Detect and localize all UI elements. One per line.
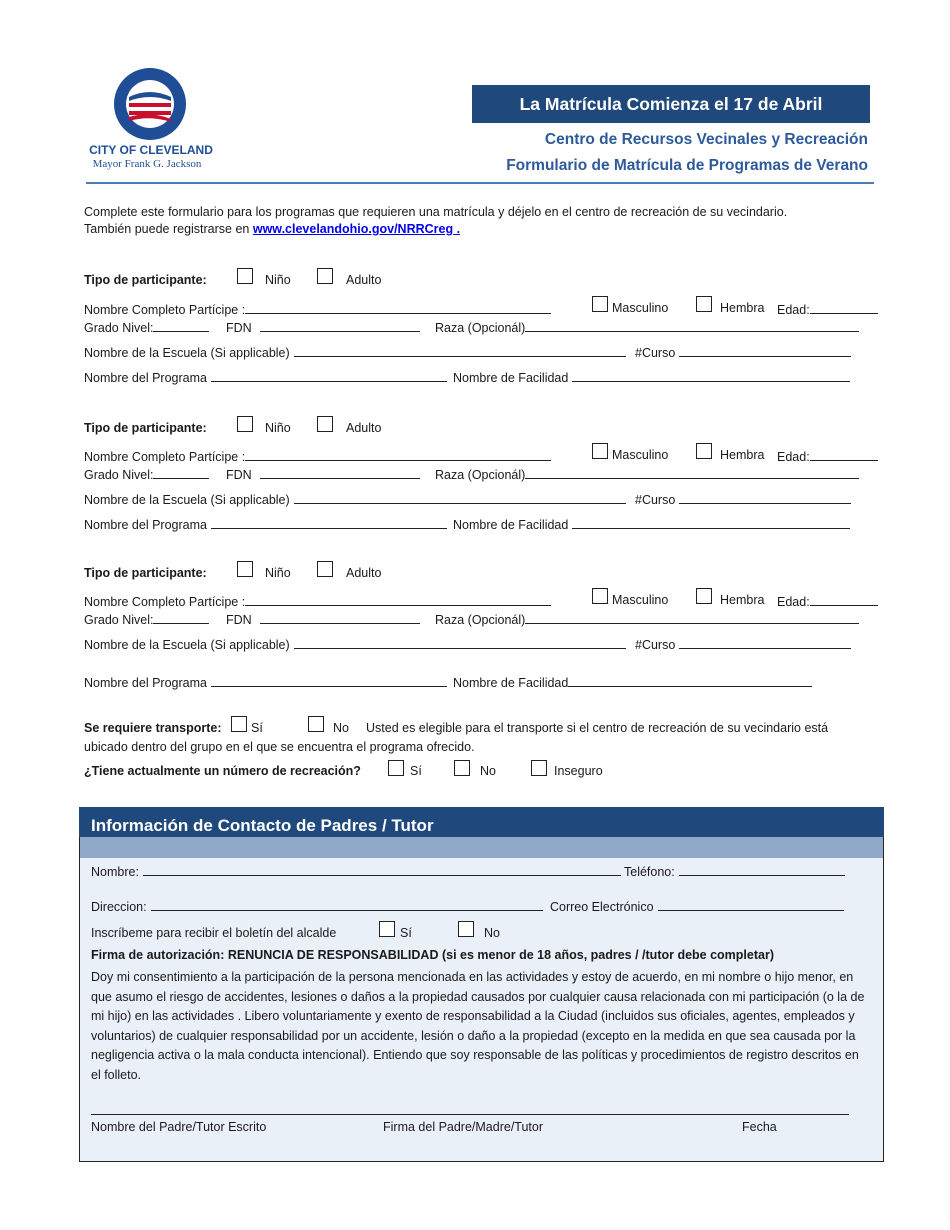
transport-yes-label: Sí xyxy=(251,721,263,735)
parent-name-row[interactable] xyxy=(91,863,621,879)
dob-field[interactable] xyxy=(260,611,420,624)
course-row[interactable] xyxy=(635,491,851,507)
program-field[interactable] xyxy=(211,369,447,382)
male-checkbox[interactable] xyxy=(592,443,608,459)
rec-number-no-label: No xyxy=(480,764,496,778)
age-field[interactable] xyxy=(810,301,878,314)
newsletter-label: Inscríbeme para recibir el boletín del alcalde xyxy=(91,926,337,940)
male-label: Masculino xyxy=(612,593,669,607)
phone-field[interactable] xyxy=(679,863,845,876)
school-field[interactable] xyxy=(294,636,626,649)
course-label: #Curso xyxy=(635,493,676,507)
grade-field[interactable] xyxy=(153,611,209,624)
participant-type-label: Tipo de participante: xyxy=(84,566,207,580)
transport-no-label: No xyxy=(333,721,349,735)
course-field[interactable] xyxy=(679,491,851,504)
course-label: #Curso xyxy=(635,638,676,652)
course-row[interactable] xyxy=(635,636,851,652)
race-label: Raza (Opcionál) xyxy=(435,468,526,482)
dob-label: FDN xyxy=(226,613,252,627)
school-field[interactable] xyxy=(294,344,626,357)
dob-row[interactable] xyxy=(226,319,420,335)
transport-no-checkbox[interactable] xyxy=(308,716,324,732)
header-subtitle-form: Formulario de Matrícula de Programas de Verano xyxy=(506,157,868,174)
participant-type-label: Tipo de participante: xyxy=(84,273,207,287)
full-name-field[interactable] xyxy=(245,448,551,461)
registration-link[interactable]: www.clevelandohio.gov/NRRCreg xyxy=(252,222,454,236)
school-label: Nombre de la Escuela (Si applicable) xyxy=(84,493,290,507)
program-row[interactable] xyxy=(84,674,447,690)
full-name-row[interactable] xyxy=(84,448,551,464)
grade-field[interactable] xyxy=(153,319,209,332)
age-row[interactable] xyxy=(777,301,878,317)
age-row[interactable] xyxy=(777,593,878,609)
course-row[interactable] xyxy=(635,344,851,360)
rec-number-yes-label: Sí xyxy=(410,764,422,778)
course-field[interactable] xyxy=(679,344,851,357)
race-row[interactable] xyxy=(435,319,859,335)
printed-name-label: Nombre del Padre/Tutor Escrito xyxy=(91,1120,267,1134)
school-row[interactable] xyxy=(84,491,626,507)
parent-name-label: Nombre: xyxy=(91,865,139,879)
transport-note-2: ubicado dentro del grupo en el que se encuentra el programa ofrecido. xyxy=(84,740,475,754)
facility-label: Nombre de Facilidad xyxy=(453,676,569,690)
facility-label: Nombre de Facilidad xyxy=(453,371,569,385)
school-row[interactable] xyxy=(84,636,626,652)
link-tail: . xyxy=(453,222,461,236)
race-field[interactable] xyxy=(525,466,859,479)
logo-city-name: CITY OF CLEVELAND xyxy=(89,143,213,157)
female-checkbox[interactable] xyxy=(696,588,712,604)
full-name-row[interactable] xyxy=(84,593,551,609)
newsletter-no-label: No xyxy=(484,926,500,940)
age-label: Edad: xyxy=(777,303,810,317)
age-label: Edad: xyxy=(777,450,810,464)
full-name-label: Nombre Completo Partícipe : xyxy=(84,595,246,609)
adult-checkbox[interactable] xyxy=(317,561,333,577)
program-field[interactable] xyxy=(211,674,447,687)
adult-checkbox[interactable] xyxy=(317,416,333,432)
male-checkbox[interactable] xyxy=(592,588,608,604)
address-label: Direccion: xyxy=(91,900,147,914)
dob-row[interactable] xyxy=(226,466,420,482)
age-field[interactable] xyxy=(810,448,878,461)
program-field[interactable] xyxy=(211,516,447,529)
male-label: Masculino xyxy=(612,448,669,462)
logo-mayor-name: Mayor Frank G. Jackson xyxy=(92,158,202,170)
age-label: Edad: xyxy=(777,595,810,609)
dob-field[interactable] xyxy=(260,466,420,479)
city-logo xyxy=(86,62,216,174)
child-label: Niño xyxy=(265,421,291,435)
race-field[interactable] xyxy=(525,611,859,624)
female-label: Hembra xyxy=(720,301,765,315)
grade-row[interactable] xyxy=(84,466,209,482)
race-field[interactable] xyxy=(525,319,859,332)
female-label: Hembra xyxy=(720,448,765,462)
female-checkbox[interactable] xyxy=(696,443,712,459)
full-name-row[interactable] xyxy=(84,301,551,317)
email-label: Correo Electrónico xyxy=(550,900,654,914)
newsletter-yes-checkbox[interactable] xyxy=(379,921,395,937)
school-row[interactable] xyxy=(84,344,626,360)
male-label: Masculino xyxy=(612,301,669,315)
program-row[interactable] xyxy=(84,516,447,532)
parent-contact-title: Información de Contacto de Padres / Tutor xyxy=(79,807,884,837)
newsletter-yes-label: Sí xyxy=(400,926,412,940)
facility-field[interactable] xyxy=(572,369,850,382)
waiver-title: Firma de autorización: RENUNCIA DE RESPONSABILIDAD (si es menor de 18 años, padres / /tutor debe completar) xyxy=(91,948,775,962)
program-row[interactable] xyxy=(84,369,447,385)
grade-field[interactable] xyxy=(153,466,209,479)
dob-row[interactable] xyxy=(226,611,420,627)
full-name-label: Nombre Completo Partícipe : xyxy=(84,450,246,464)
school-label: Nombre de la Escuela (Si applicable) xyxy=(84,346,290,360)
female-label: Hembra xyxy=(720,593,765,607)
course-field[interactable] xyxy=(679,636,851,649)
panel-band xyxy=(80,837,883,858)
email-field[interactable] xyxy=(658,898,844,911)
school-field[interactable] xyxy=(294,491,626,504)
transport-label: Se requiere transporte: xyxy=(84,721,222,735)
race-row[interactable] xyxy=(435,466,859,482)
phone-label: Teléfono: xyxy=(624,865,675,879)
transport-note: Usted es elegible para el transporte si el centro de recreación de su vecindario está xyxy=(366,721,829,735)
header-subtitle-center: Centro de Recursos Vecinales y Recreación xyxy=(544,131,868,148)
child-label: Niño xyxy=(265,566,291,580)
enrollment-date-banner: La Matrícula Comienza el 17 de Abril xyxy=(472,85,870,123)
male-checkbox[interactable] xyxy=(592,296,608,312)
facility-field[interactable] xyxy=(572,516,850,529)
race-row[interactable] xyxy=(435,611,859,627)
phone-row[interactable] xyxy=(624,863,845,879)
city-seal-icon xyxy=(113,67,187,141)
grade-label: Grado Nivel: xyxy=(84,468,154,482)
facility-row[interactable] xyxy=(453,674,812,690)
rec-number-label: ¿Tiene actualmente un número de recreación? xyxy=(84,764,361,778)
rec-number-unsure-checkbox[interactable] xyxy=(531,760,547,776)
dob-label: FDN xyxy=(226,468,252,482)
grade-label: Grado Nivel: xyxy=(84,613,154,627)
parent-name-field[interactable] xyxy=(143,863,621,876)
dob-field[interactable] xyxy=(260,319,420,332)
dob-label: FDN xyxy=(226,321,252,335)
child-checkbox[interactable] xyxy=(237,416,253,432)
intro-text: También puede registrarse en xyxy=(84,222,250,236)
participant-type-label: Tipo de participante: xyxy=(84,421,207,435)
adult-checkbox[interactable] xyxy=(317,268,333,284)
date-label: Fecha xyxy=(742,1120,777,1134)
rec-number-yes-checkbox[interactable] xyxy=(388,760,404,776)
address-row[interactable] xyxy=(91,898,543,914)
adult-label: Adulto xyxy=(346,421,382,435)
facility-field[interactable] xyxy=(568,674,812,687)
facility-row[interactable] xyxy=(453,516,850,532)
program-label: Nombre del Programa xyxy=(84,518,207,532)
race-label: Raza (Opcionál) xyxy=(435,321,526,335)
address-field[interactable] xyxy=(151,898,543,911)
child-checkbox[interactable] xyxy=(237,268,253,284)
female-checkbox[interactable] xyxy=(696,296,712,312)
race-label: Raza (Opcionál) xyxy=(435,613,526,627)
adult-label: Adulto xyxy=(346,273,382,287)
rec-number-unsure-label: Inseguro xyxy=(554,764,603,778)
age-field[interactable] xyxy=(810,593,878,606)
intro-line-2 xyxy=(84,222,460,236)
program-label: Nombre del Programa xyxy=(84,371,207,385)
course-label: #Curso xyxy=(635,346,676,360)
grade-row[interactable] xyxy=(84,611,209,627)
grade-row[interactable] xyxy=(84,319,209,335)
child-checkbox[interactable] xyxy=(237,561,253,577)
waiver-text: Doy mi consentimiento a la participación de la persona mencionada en las actividades y estoy de acuerdo, en mi nombre o hijo menor, en que asumo el riesgo de accidentes, lesiones o daños a la propiedad causados por cualquier causa relacionada con mi participación (o la de mi hijo) en las actividades . Libero voluntariamente y exento de responsabilidad a la Ciudad (incluidos sus oficiales, agentes, empleados y voluntarios) de cualquier responsabilidad por un accidente, lesión o daño a la propiedad (excepto en la medida en que sea causada por la negligencia activa o la mala conducta intencional). Entiendo que soy responsable de las políticas y procedimientos de registro descritos en el folleto. xyxy=(91,970,865,1082)
email-row[interactable] xyxy=(550,898,844,914)
school-label: Nombre de la Escuela (Si applicable) xyxy=(84,638,290,652)
grade-label: Grado Nivel: xyxy=(84,321,154,335)
intro-line-1: Complete este formulario para los programas que requieren una matrícula y déjelo en el centro de recreación de su vecindario. xyxy=(84,205,788,219)
adult-label: Adulto xyxy=(346,566,382,580)
facility-label: Nombre de Facilidad xyxy=(453,518,569,532)
signature-label: Firma del Padre/Madre/Tutor xyxy=(383,1120,544,1134)
transport-yes-checkbox[interactable] xyxy=(231,716,247,732)
signature-line[interactable] xyxy=(91,1114,849,1115)
full-name-label: Nombre Completo Partícipe : xyxy=(84,303,246,317)
rec-number-no-checkbox[interactable] xyxy=(454,760,470,776)
facility-row[interactable] xyxy=(453,369,850,385)
header-divider xyxy=(86,182,874,184)
age-row[interactable] xyxy=(777,448,878,464)
full-name-field[interactable] xyxy=(245,593,551,606)
newsletter-no-checkbox[interactable] xyxy=(458,921,474,937)
child-label: Niño xyxy=(265,273,291,287)
full-name-field[interactable] xyxy=(245,301,551,314)
program-label: Nombre del Programa xyxy=(84,676,207,690)
